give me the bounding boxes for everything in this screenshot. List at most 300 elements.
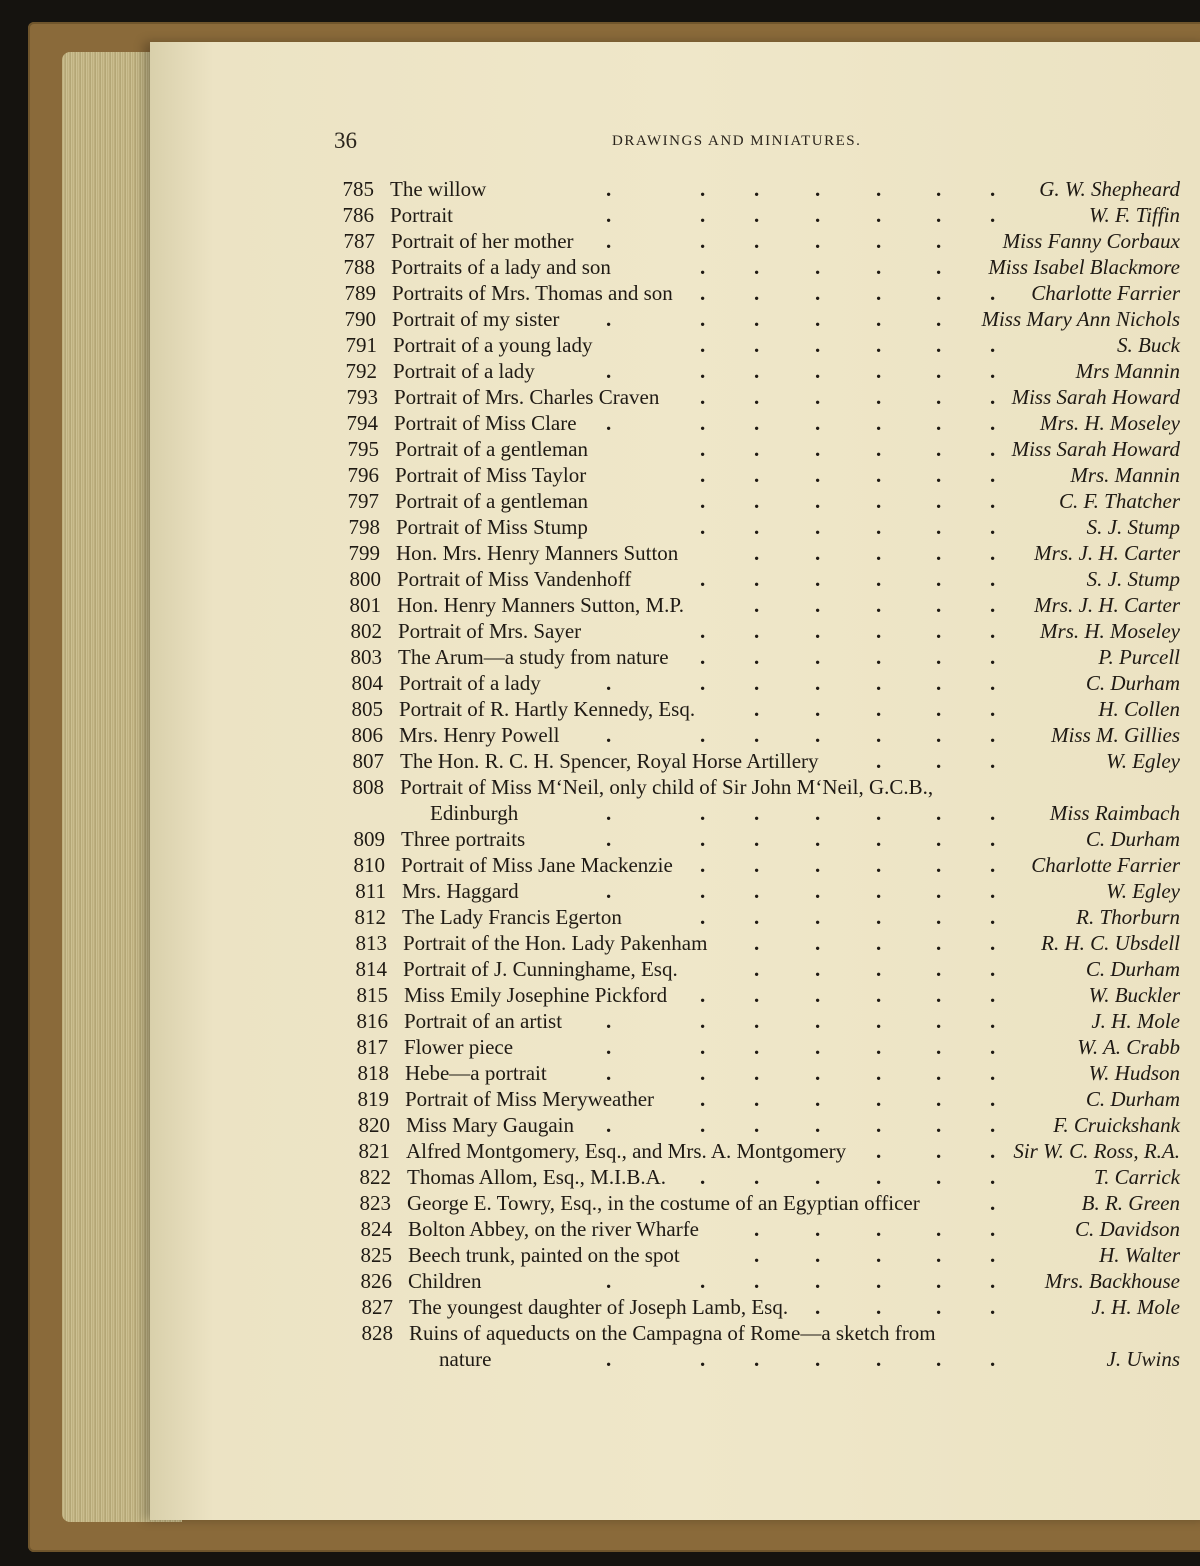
leader-dot: .	[754, 385, 760, 409]
entry-artist: C. Durham	[1085, 827, 1180, 851]
entry-artist: W. Buckler	[1088, 983, 1180, 1007]
leader-dot: .	[754, 541, 760, 565]
leader-dot: .	[936, 749, 942, 773]
leader-dot: .	[606, 879, 612, 903]
leader-dot: .	[876, 645, 882, 669]
leader-dot: .	[606, 307, 612, 331]
entry-number: 821	[358, 1139, 390, 1163]
entry-title: Mrs. Henry Powell	[399, 723, 560, 747]
leader-dot: .	[606, 1113, 612, 1137]
leader-dot: .	[754, 1035, 760, 1059]
leader-dot: .	[700, 645, 706, 669]
catalogue-entry	[0, 1008, 1200, 1034]
leader-dot: .	[754, 177, 760, 201]
leader-dot: .	[876, 411, 882, 435]
leader-dot: .	[815, 931, 821, 955]
leader-dot: .	[990, 801, 996, 825]
leader-dot: .	[876, 385, 882, 409]
leader-dot: .	[876, 593, 882, 617]
leader-dot: .	[876, 983, 882, 1007]
entry-number: 804	[351, 671, 383, 695]
leader-dot: .	[936, 1009, 942, 1033]
leader-dot: .	[700, 879, 706, 903]
entry-number: 799	[348, 541, 380, 565]
leader-dot: .	[815, 1035, 821, 1059]
entry-title: Portrait of the Hon. Lady Pakenham	[403, 931, 708, 955]
leader-dot: .	[936, 359, 942, 383]
catalogue-entry	[0, 176, 1200, 202]
leader-dot: .	[936, 1035, 942, 1059]
entry-artist: W. Egley	[1106, 749, 1180, 773]
leader-dot: .	[700, 437, 706, 461]
leader-dot: .	[936, 827, 942, 851]
leader-dot: .	[815, 1295, 821, 1319]
leader-dot: .	[606, 1269, 612, 1293]
leader-dot: .	[876, 619, 882, 643]
leader-dot: .	[815, 489, 821, 513]
leader-dot: .	[700, 463, 706, 487]
leader-dot: .	[876, 1113, 882, 1137]
entry-number: 801	[349, 593, 381, 617]
entry-number: 818	[357, 1061, 389, 1085]
entry-title: Flower piece	[404, 1035, 514, 1059]
leader-dot: .	[936, 1295, 942, 1319]
leader-dot: .	[936, 1139, 942, 1163]
leader-dot: .	[754, 983, 760, 1007]
entry-title: Portraits of Mrs. Thomas and son	[392, 281, 673, 305]
entry-title: The youngest daughter of Joseph Lamb, Esq.	[409, 1295, 789, 1319]
leader-dot: .	[936, 177, 942, 201]
catalogue-entry	[0, 878, 1200, 904]
leader-dot: .	[815, 437, 821, 461]
leader-dot: .	[700, 203, 706, 227]
entry-number: 820	[358, 1113, 390, 1137]
catalogue-entry	[0, 1268, 1200, 1294]
leader-dot: .	[990, 567, 996, 591]
entry-artist: C. Davidson	[1075, 1217, 1180, 1241]
entry-artist: Mrs. H. Moseley	[1040, 619, 1180, 643]
catalogue-entry	[0, 1034, 1200, 1060]
catalogue-entry	[0, 462, 1200, 488]
leader-dot: .	[990, 463, 996, 487]
leader-dot: .	[754, 1347, 760, 1371]
entry-title: Portrait of Miss Vandenhoff	[397, 567, 632, 591]
leader-dot: .	[700, 1035, 706, 1059]
leader-dot: .	[754, 1009, 760, 1033]
leader-dot: .	[754, 463, 760, 487]
leader-dot: .	[936, 437, 942, 461]
leader-dot: .	[876, 203, 882, 227]
entry-artist: C. Durham	[1085, 1087, 1180, 1111]
entry-artist: J. H. Mole	[1091, 1009, 1180, 1033]
leader-dot: .	[936, 645, 942, 669]
leader-dot: .	[990, 177, 996, 201]
entry-artist: Mrs Mannin	[1075, 359, 1180, 383]
leader-dot: .	[700, 1009, 706, 1033]
leader-dot: .	[754, 905, 760, 929]
leader-dot: .	[700, 1269, 706, 1293]
leader-dot: .	[990, 645, 996, 669]
entry-title: Hon. Henry Manners Sutton, M.P.	[397, 593, 684, 617]
entry-number: 810	[353, 853, 385, 877]
leader-dot: .	[815, 645, 821, 669]
leader-dot: .	[700, 515, 706, 539]
entry-artist: S. J. Stump	[1086, 515, 1180, 539]
entry-number: 785	[342, 177, 374, 201]
leader-dot: .	[936, 385, 942, 409]
catalogue-entry	[0, 1138, 1200, 1164]
entry-artist: C. Durham	[1085, 671, 1180, 695]
entry-number: 812	[354, 905, 386, 929]
leader-dot: .	[990, 541, 996, 565]
entry-number: 797	[347, 489, 379, 513]
leader-dot: .	[936, 255, 942, 279]
entry-number: 825	[360, 1243, 392, 1267]
entry-number: 789	[344, 281, 376, 305]
catalogue-entry	[0, 358, 1200, 384]
catalogue-entry	[0, 514, 1200, 540]
entry-number: 791	[345, 333, 377, 357]
leader-dot: .	[754, 411, 760, 435]
leader-dot: .	[606, 1035, 612, 1059]
leader-dot: .	[815, 1009, 821, 1033]
entry-title: Portrait of a gentleman	[395, 489, 589, 513]
entry-artist: Mrs. J. H. Carter	[1034, 541, 1180, 565]
leader-dot: .	[990, 931, 996, 955]
leader-dot: .	[815, 567, 821, 591]
entry-artist: Miss Mary Ann Nichols	[981, 307, 1180, 331]
leader-dot: .	[876, 1035, 882, 1059]
leader-dot: .	[754, 1217, 760, 1241]
entry-number: 826	[360, 1269, 392, 1293]
leader-dot: .	[700, 1087, 706, 1111]
leader-dot: .	[936, 723, 942, 747]
entry-artist: C. Durham	[1085, 957, 1180, 981]
entry-title: George E. Towry, Esq., in the costume of an Egyptian officer	[407, 1191, 920, 1215]
entry-title: Portrait of Miss Taylor	[395, 463, 587, 487]
leader-dot: .	[990, 1139, 996, 1163]
catalogue-entry	[0, 852, 1200, 878]
entry-number: 824	[360, 1217, 392, 1241]
leader-dot: .	[754, 1061, 760, 1085]
leader-dot: .	[876, 1269, 882, 1293]
entry-artist: Charlotte Farrier	[1031, 281, 1180, 305]
leader-dot: .	[876, 1139, 882, 1163]
leader-dot: .	[936, 229, 942, 253]
leader-dot: .	[936, 801, 942, 825]
leader-dot: .	[876, 255, 882, 279]
entry-artist: H. Collen	[1098, 697, 1180, 721]
leader-dot: .	[700, 827, 706, 851]
leader-dot: .	[815, 515, 821, 539]
catalogue-entry	[0, 202, 1200, 228]
entry-title: Portrait of an artist	[404, 1009, 563, 1033]
leader-dot: .	[700, 671, 706, 695]
entry-title: Portrait of Miss Jane Mackenzie	[401, 853, 673, 877]
leader-dot: .	[990, 385, 996, 409]
leader-dot: .	[936, 281, 942, 305]
leader-dot: .	[936, 905, 942, 929]
catalogue-entry	[0, 644, 1200, 670]
leader-dot: .	[754, 1243, 760, 1267]
entry-artist: J. H. Mole	[1091, 1295, 1180, 1319]
entry-number: 811	[355, 879, 386, 903]
entry-artist: W. Hudson	[1088, 1061, 1180, 1085]
entry-artist: B. R. Green	[1081, 1191, 1180, 1215]
entry-title: Portrait of a lady	[399, 671, 541, 695]
catalogue-entry	[0, 1190, 1200, 1216]
leader-dot: .	[815, 905, 821, 929]
entry-number: 814	[355, 957, 387, 981]
leader-dot: .	[700, 177, 706, 201]
catalogue-entry	[0, 722, 1200, 748]
entry-title: Mrs. Haggard	[402, 879, 519, 903]
leader-dot: .	[990, 281, 996, 305]
leader-dot: .	[990, 749, 996, 773]
leader-dot: .	[754, 619, 760, 643]
entry-title: Portrait of a gentleman	[395, 437, 589, 461]
catalogue-entry	[0, 826, 1200, 852]
catalogue-entries	[0, 176, 1200, 1372]
leader-dot: .	[990, 957, 996, 981]
entry-title: Ruins of aqueducts on the Campagna of Rome—a sketch from	[409, 1321, 936, 1345]
entry-artist: W. Egley	[1106, 879, 1180, 903]
leader-dot: .	[700, 255, 706, 279]
leader-dot: .	[700, 333, 706, 357]
leader-dot: .	[876, 827, 882, 851]
entry-title: Portrait of her mother	[391, 229, 574, 253]
entry-number: 809	[353, 827, 385, 851]
leader-dot: .	[700, 281, 706, 305]
entry-number: 822	[359, 1165, 391, 1189]
leader-dot: .	[815, 333, 821, 357]
leader-dot: .	[990, 697, 996, 721]
entry-number: 802	[350, 619, 382, 643]
catalogue-entry	[0, 566, 1200, 592]
leader-dot: .	[936, 1347, 942, 1371]
leader-dot: .	[606, 671, 612, 695]
entry-artist: Charlotte Farrier	[1031, 853, 1180, 877]
catalogue-entry	[0, 618, 1200, 644]
entry-artist: H. Walter	[1099, 1243, 1180, 1267]
entry-artist: Miss Isabel Blackmore	[988, 255, 1180, 279]
leader-dot: .	[815, 1243, 821, 1267]
entry-artist: Sir W. C. Ross, R.A.	[1013, 1139, 1180, 1163]
leader-dot: .	[815, 1269, 821, 1293]
leader-dot: .	[876, 723, 882, 747]
entry-title: Portrait of Mrs. Sayer	[398, 619, 582, 643]
entry-title: Portrait of R. Hartly Kennedy, Esq.	[399, 697, 696, 721]
entry-title: Portrait of a young lady	[393, 333, 593, 357]
leader-dot: .	[815, 619, 821, 643]
entry-number: 813	[355, 931, 387, 955]
entry-number: 796	[347, 463, 379, 487]
leader-dot: .	[876, 359, 882, 383]
leader-dot: .	[606, 827, 612, 851]
leader-dot: .	[990, 411, 996, 435]
entry-title: Miss Mary Gaugain	[406, 1113, 574, 1137]
entry-artist: Mrs. Backhouse	[1044, 1269, 1180, 1293]
leader-dot: .	[754, 957, 760, 981]
leader-dot: .	[815, 853, 821, 877]
leader-dot: .	[700, 1165, 706, 1189]
entry-artist: Miss Sarah Howard	[1011, 437, 1180, 461]
entry-number: 817	[356, 1035, 388, 1059]
leader-dot: .	[936, 567, 942, 591]
leader-dot: .	[876, 697, 882, 721]
leader-dot: .	[876, 1347, 882, 1371]
leader-dot: .	[990, 853, 996, 877]
catalogue-entry	[0, 280, 1200, 306]
leader-dot: .	[990, 1269, 996, 1293]
leader-dot: .	[876, 905, 882, 929]
catalogue-entry	[0, 488, 1200, 514]
leader-dot: .	[936, 957, 942, 981]
entry-title-continuation: Edinburgh	[430, 801, 519, 825]
entry-artist: Miss Sarah Howard	[1011, 385, 1180, 409]
leader-dot: .	[936, 983, 942, 1007]
leader-dot: .	[815, 463, 821, 487]
leader-dot: .	[876, 1009, 882, 1033]
entry-number: 786	[342, 203, 374, 227]
entry-title: Portrait of Miss M‘Neil, only child of Sir John M‘Neil, G.C.B.,	[400, 775, 934, 799]
entry-artist: G. W. Shepheard	[1039, 177, 1180, 201]
catalogue-entry	[0, 982, 1200, 1008]
leader-dot: .	[754, 229, 760, 253]
leader-dot: .	[606, 229, 612, 253]
leader-dot: .	[815, 307, 821, 331]
leader-dot: .	[876, 931, 882, 955]
catalogue-entry	[0, 1060, 1200, 1086]
leader-dot: .	[754, 333, 760, 357]
leader-dot: .	[936, 1269, 942, 1293]
leader-dot: .	[754, 671, 760, 695]
leader-dot: .	[876, 177, 882, 201]
leader-dot: .	[754, 1165, 760, 1189]
entry-title: Thomas Allom, Esq., M.I.B.A.	[407, 1165, 667, 1189]
leader-dot: .	[700, 1113, 706, 1137]
entry-number: 800	[349, 567, 381, 591]
leader-dot: .	[815, 1113, 821, 1137]
leader-dot: .	[606, 411, 612, 435]
entry-artist: Mrs. J. H. Carter	[1034, 593, 1180, 617]
leader-dot: .	[876, 437, 882, 461]
leader-dot: .	[754, 827, 760, 851]
leader-dot: .	[936, 879, 942, 903]
leader-dot: .	[936, 489, 942, 513]
leader-dot: .	[815, 385, 821, 409]
leader-dot: .	[754, 879, 760, 903]
leader-dot: .	[936, 307, 942, 331]
leader-dot: .	[876, 853, 882, 877]
leader-dot: .	[936, 593, 942, 617]
catalogue-entry	[0, 1294, 1200, 1320]
leader-dot: .	[754, 1113, 760, 1137]
leader-dot: .	[815, 1165, 821, 1189]
leader-dot: .	[936, 1165, 942, 1189]
leader-dot: .	[990, 593, 996, 617]
leader-dot: .	[754, 593, 760, 617]
entry-title: Hebe—a portrait	[405, 1061, 547, 1085]
entry-title: Alfred Montgomery, Esq., and Mrs. A. Montgomery	[406, 1139, 847, 1163]
leader-dot: .	[936, 541, 942, 565]
leader-dot: .	[606, 177, 612, 201]
catalogue-entry	[0, 1216, 1200, 1242]
leader-dot: .	[606, 1009, 612, 1033]
entry-number: 815	[356, 983, 388, 1007]
leader-dot: .	[815, 723, 821, 747]
catalogue-entry-continuation	[0, 1346, 1200, 1372]
leader-dot: .	[815, 801, 821, 825]
leader-dot: .	[815, 359, 821, 383]
leader-dot: .	[936, 411, 942, 435]
entry-artist: Mrs. H. Moseley	[1040, 411, 1180, 435]
catalogue-entry	[0, 410, 1200, 436]
catalogue-entry	[0, 956, 1200, 982]
entry-number: 806	[351, 723, 383, 747]
leader-dot: .	[990, 723, 996, 747]
leader-dot: .	[876, 307, 882, 331]
entry-artist: J. Uwins	[1106, 1347, 1180, 1371]
leader-dot: .	[700, 619, 706, 643]
leader-dot: .	[990, 489, 996, 513]
leader-dot: .	[754, 723, 760, 747]
entry-number: 798	[348, 515, 380, 539]
entry-artist: P. Purcell	[1098, 645, 1180, 669]
leader-dot: .	[876, 1061, 882, 1085]
leader-dot: .	[990, 515, 996, 539]
leader-dot: .	[876, 333, 882, 357]
leader-dot: .	[990, 333, 996, 357]
catalogue-entry	[0, 1242, 1200, 1268]
leader-dot: .	[936, 1243, 942, 1267]
leader-dot: .	[815, 1061, 821, 1085]
leader-dot: .	[754, 645, 760, 669]
leader-dot: .	[606, 723, 612, 747]
leader-dot: .	[700, 905, 706, 929]
catalogue-entry	[0, 436, 1200, 462]
entry-number: 823	[359, 1191, 391, 1215]
leader-dot: .	[754, 1269, 760, 1293]
leader-dot: .	[815, 1087, 821, 1111]
leader-dot: .	[876, 1217, 882, 1241]
entry-number: 795	[347, 437, 379, 461]
leader-dot: .	[815, 411, 821, 435]
leader-dot: .	[815, 177, 821, 201]
entry-title: The Lady Francis Egerton	[402, 905, 622, 929]
leader-dot: .	[876, 671, 882, 695]
catalogue-entry	[0, 592, 1200, 618]
entry-title: Miss Emily Josephine Pickford	[404, 983, 668, 1007]
leader-dot: .	[876, 1165, 882, 1189]
entry-title: Three portraits	[401, 827, 526, 851]
entry-title: Portraits of a lady and son	[391, 255, 611, 279]
catalogue-entry	[0, 774, 1200, 800]
leader-dot: .	[754, 281, 760, 305]
catalogue-entry	[0, 384, 1200, 410]
catalogue-entry	[0, 904, 1200, 930]
entry-number: 808	[352, 775, 384, 799]
leader-dot: .	[936, 463, 942, 487]
leader-dot: .	[700, 983, 706, 1007]
leader-dot: .	[815, 983, 821, 1007]
entry-title: Hon. Mrs. Henry Manners Sutton	[396, 541, 679, 565]
entry-title: Portrait of Miss Clare	[394, 411, 577, 435]
leader-dot: .	[990, 983, 996, 1007]
catalogue-entry	[0, 1086, 1200, 1112]
entry-number: 828	[361, 1321, 393, 1345]
entry-number: 819	[357, 1087, 389, 1111]
